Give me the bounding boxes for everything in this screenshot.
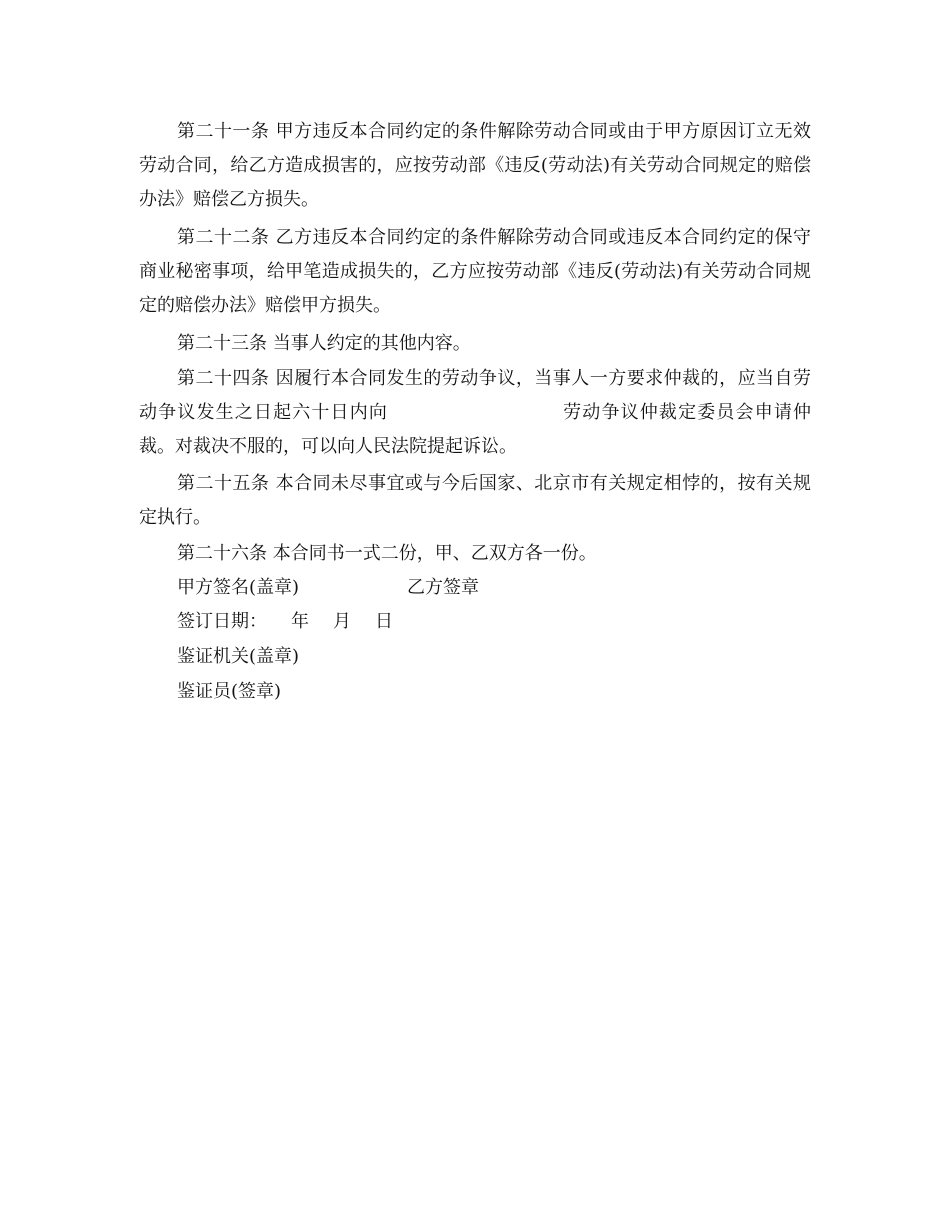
article-25-number: 第二十五条 [177, 473, 270, 494]
article-21-text: 甲方违反本合同约定的条件解除劳动合同或由于甲方原因订立无效劳动合同，给乙方造成损害的，应按劳动部《违反(劳动法)有关劳动合同规定的赔偿办法》赔偿乙方损失。 [139, 121, 812, 210]
article-21-number: 第二十一条 [177, 121, 270, 142]
year-label: 年 [291, 611, 309, 632]
article-22 [139, 221, 811, 323]
certifying-officer-label: 鉴证员(签章) [177, 681, 282, 702]
article-23 [139, 327, 811, 361]
article-22-text: 乙方违反本合同约定的条件解除劳动合同或违反本合同约定的保守商业秘密事项，给甲笔造成损失的，乙方应按劳动部《违反(劳动法)有关劳动合同规定的赔偿办法》赔偿甲方损失。 [139, 227, 812, 316]
article-22-number: 第二十二条 [177, 227, 270, 248]
article-23-number: 第二十三条 [177, 333, 267, 354]
article-21 [139, 115, 811, 217]
certifying-authority-line [177, 640, 299, 674]
article-26-number: 第二十六条 [177, 543, 267, 564]
signing-date-line [177, 605, 393, 639]
article-24-number: 第二十四条 [177, 368, 270, 389]
article-24 [139, 362, 811, 464]
signing-date-label: 签订日期： [177, 611, 267, 632]
day-label: 日 [375, 611, 393, 632]
certifying-officer-line [177, 675, 281, 709]
certifying-authority-label: 鉴证机关(盖章) [177, 646, 300, 667]
article-25-text: 本合同未尽事宜或与今后国家、北京市有关规定相悖的，按有关规定执行。 [139, 473, 812, 528]
month-label: 月 [333, 611, 351, 632]
article-24-text-after: 劳动争议仲裁定委员会申请仲裁。对裁决不服的，可以向人民法院提起诉讼。 [139, 402, 811, 457]
party-b-signature-label: 乙方签章 [407, 577, 480, 598]
article-26 [139, 537, 811, 571]
signature-line [177, 571, 479, 605]
party-a-signature-label: 甲方签名(盖章) [177, 577, 300, 598]
article-25 [139, 467, 811, 535]
article-26-text: 本合同书一式二份，甲、乙双方各一份。 [272, 543, 597, 564]
article-23-text: 当事人约定的其他内容。 [272, 333, 471, 354]
article-24-text-before: 因履行本合同发生的劳动争议，当事人一方要求仲裁的，应当自劳动争议发生之日起六十日内向 [139, 368, 812, 423]
